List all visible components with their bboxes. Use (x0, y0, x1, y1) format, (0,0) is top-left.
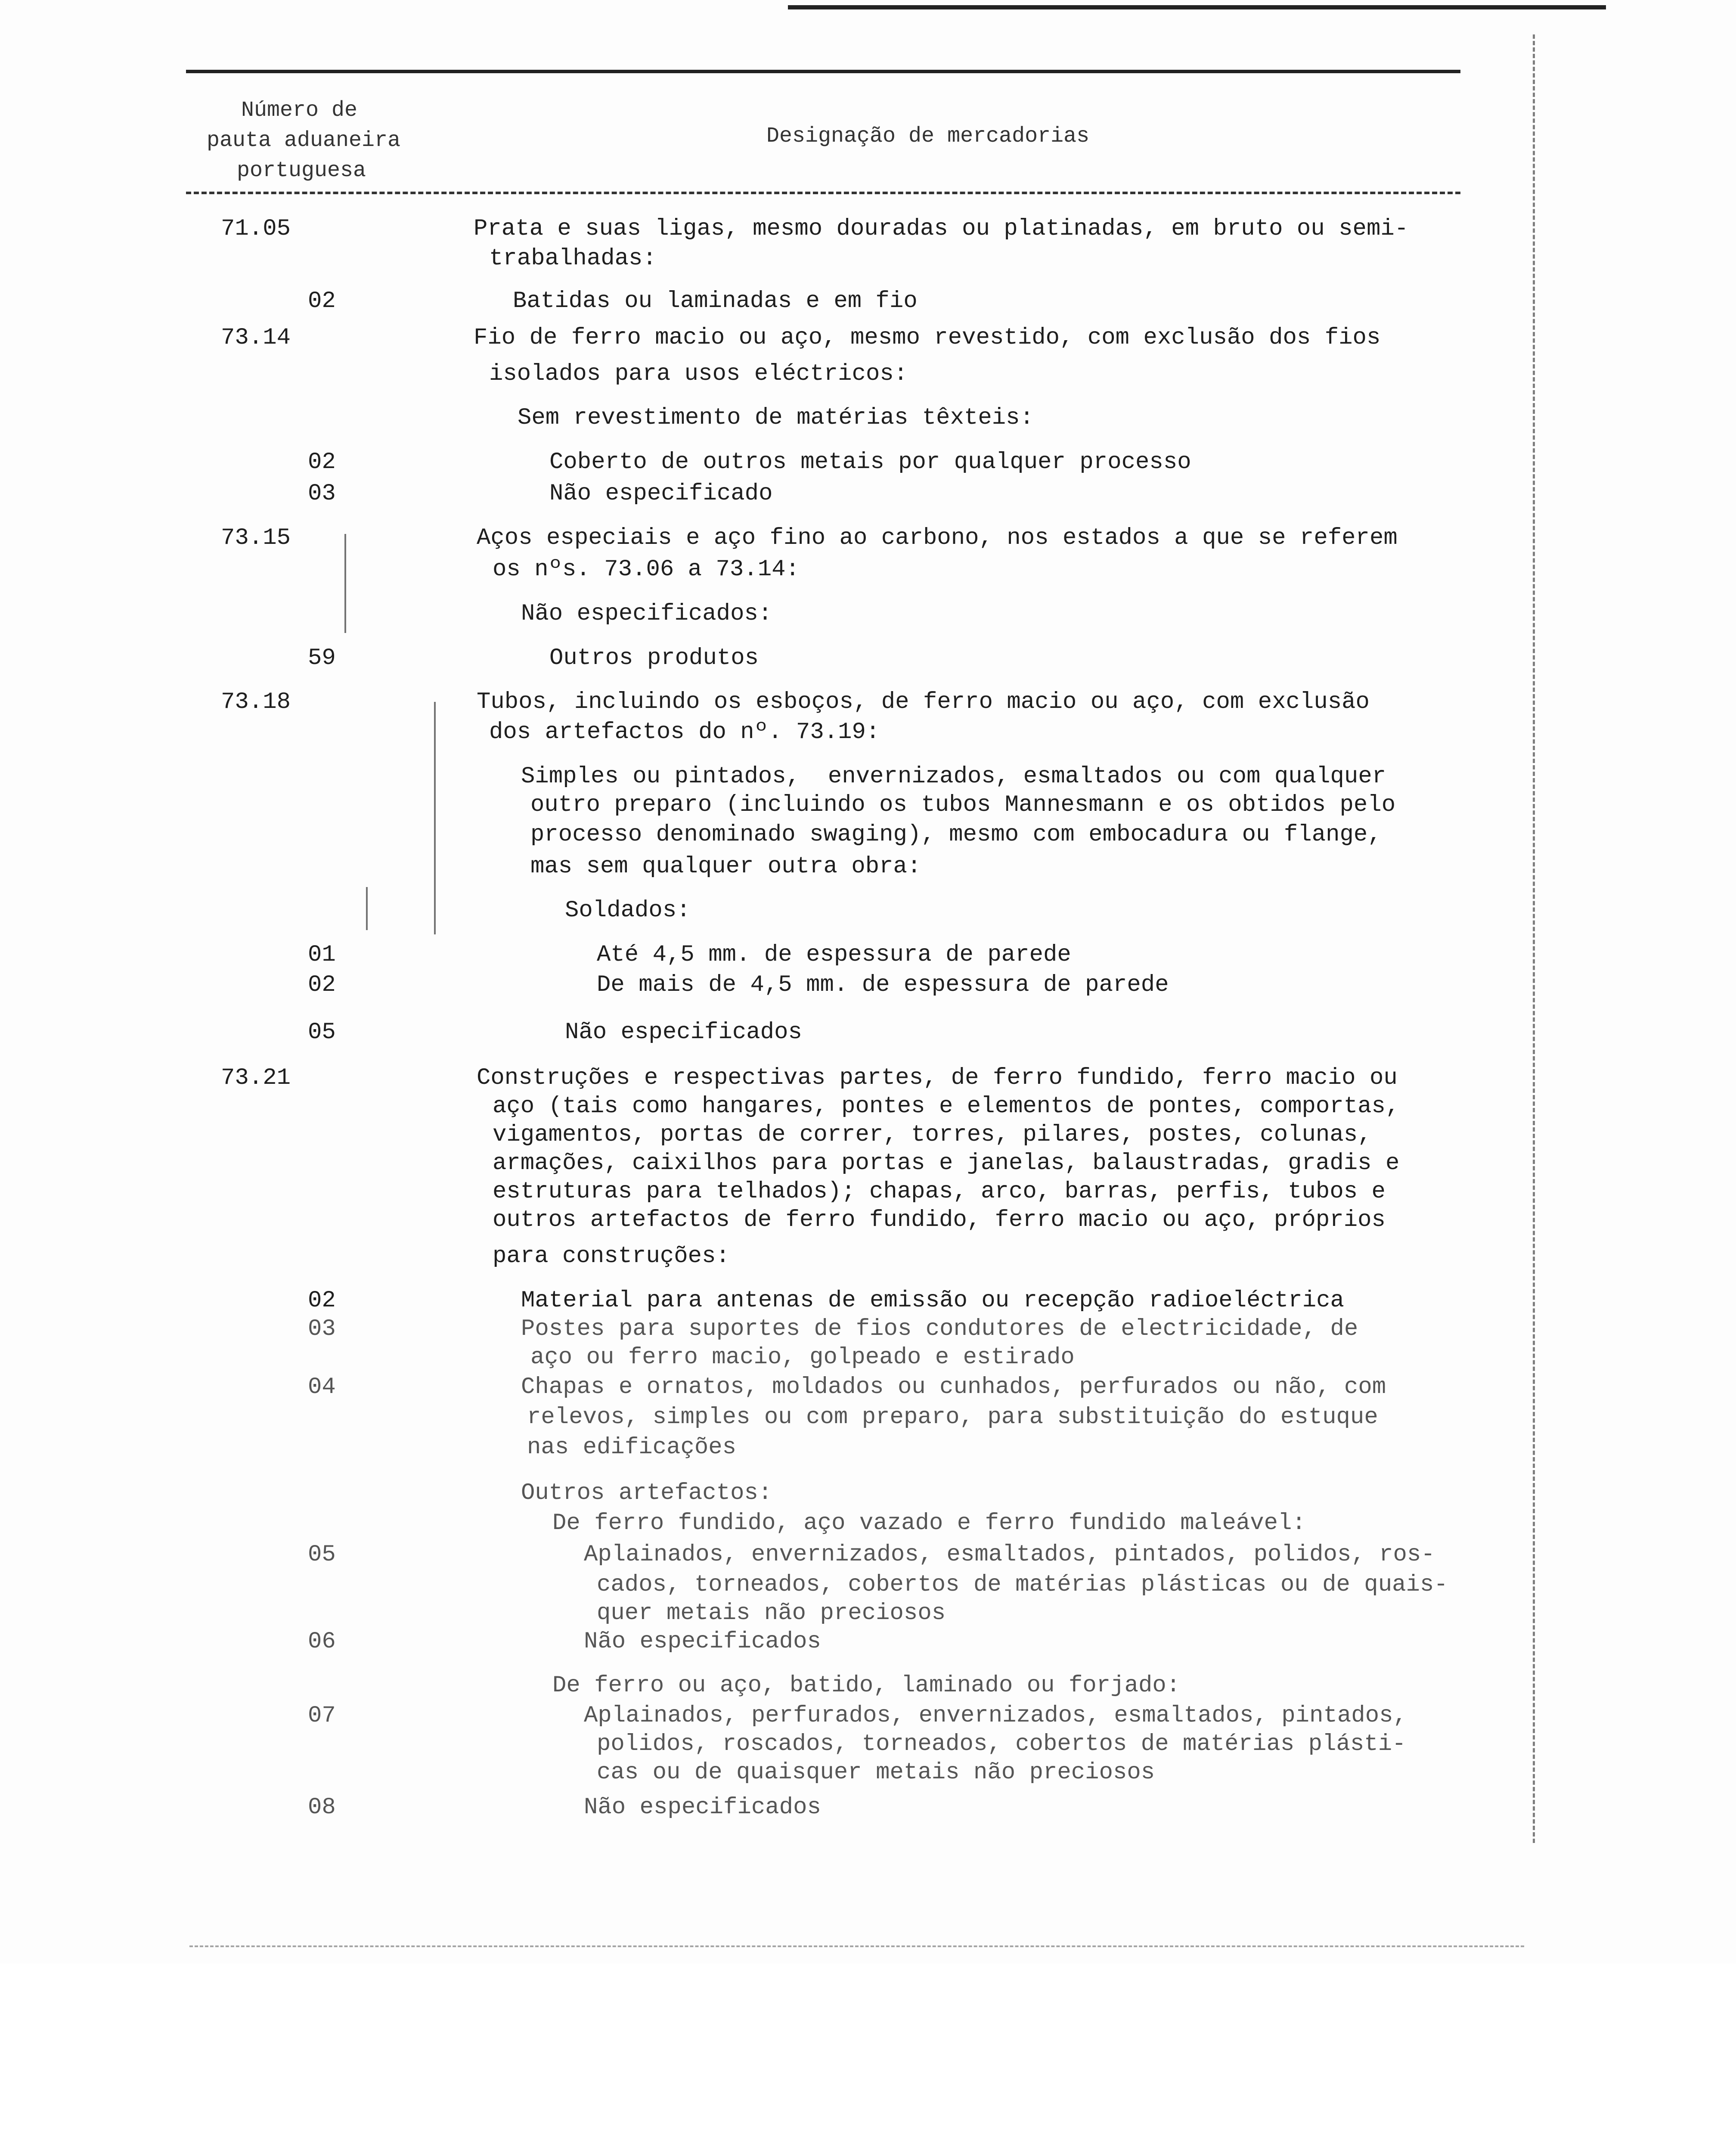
designation-text: Até 4,5 mm. de espessura de parede (597, 942, 1071, 968)
designation-text: estruturas para telhados); chapas, arco, barras, perfis, tubos e (493, 1179, 1386, 1205)
subheading-code: 03 (308, 481, 336, 507)
margin-mark (344, 534, 346, 633)
subheading-code: 08 (308, 1794, 336, 1821)
designation-text: Não especificados: (521, 601, 772, 627)
heading-code: 73.14 (221, 325, 291, 351)
subheading-code: 01 (308, 942, 336, 968)
heading-code: 73.15 (221, 525, 291, 551)
designation-text: vigamentos, portas de correr, torres, pilares, postes, colunas, (493, 1122, 1372, 1148)
designation-text: nas edificações (527, 1434, 737, 1461)
designation-text: dos artefactos do nº. 73.19: (489, 719, 880, 745)
designation-text: Coberto de outros metais por qualquer processo (549, 449, 1191, 475)
designation-text: De ferro fundido, aço vazado e ferro fundido maleável: (552, 1510, 1306, 1536)
designation-text: trabalhadas: (489, 245, 657, 272)
subheading-code: 02 (308, 288, 336, 314)
designation-text: Batidas ou laminadas e em fio (513, 288, 918, 314)
designation-text: Fio de ferro macio ou aço, mesmo revestido, com exclusão dos fios (474, 325, 1381, 351)
header-col2-title: Designação de mercadorias (766, 124, 1090, 149)
designation-text: Tubos, incluindo os esboços, de ferro macio ou aço, com exclusão (477, 689, 1370, 715)
designation-text: para construções: (493, 1243, 730, 1269)
header-col1-line2: pauta aduaneira (207, 128, 401, 153)
designation-text: Construções e respectivas partes, de ferro fundido, ferro macio ou (477, 1065, 1398, 1091)
designation-text: Aplainados, perfurados, envernizados, esmaltados, pintados, (584, 1703, 1407, 1729)
designation-text: isolados para usos eléctricos: (489, 361, 908, 387)
designation-text: Simples ou pintados, envernizados, esmaltados ou com qualquer (521, 763, 1386, 790)
designation-text: polidos, roscados, torneados, cobertos de matérias plásti- (597, 1731, 1406, 1757)
bottom-rule (189, 1945, 1524, 1947)
designation-text: Material para antenas de emissão ou recepção radioeléctrica (521, 1287, 1344, 1314)
designation-text: aço ou ferro macio, golpeado e estirado (530, 1344, 1075, 1371)
designation-text: outro preparo (incluindo os tubos Mannesmann e os obtidos pelo (530, 792, 1396, 818)
top-edge-bar (788, 5, 1606, 9)
subheading-code: 02 (308, 972, 336, 998)
subheading-code: 05 (308, 1542, 336, 1568)
designation-text: armações, caixilhos para portas e janelas, balaustradas, gradis e (493, 1150, 1400, 1176)
designation-text: aço (tais como hangares, pontes e elementos de pontes, comportas, (493, 1093, 1400, 1120)
header-col1-line3: portuguesa (237, 158, 366, 183)
heading-code: 71.05 (221, 216, 291, 242)
designation-text: De mais de 4,5 mm. de espessura de parede (597, 972, 1169, 998)
designation-text: mas sem qualquer outra obra: (530, 853, 921, 880)
designation-text: Postes para suportes de fios condutores de electricidade, de (521, 1316, 1358, 1342)
designation-text: Outros produtos (549, 645, 759, 671)
subheading-code: 03 (308, 1316, 336, 1342)
designation-text: Aços especiais e aço fino ao carbono, nos estados a que se referem (477, 525, 1398, 551)
designation-text: cas ou de quaisquer metais não preciosos (597, 1759, 1155, 1786)
designation-text: Sem revestimento de matérias têxteis: (518, 405, 1034, 431)
designation-text: outros artefactos de ferro fundido, ferro macio ou aço, próprios (493, 1207, 1386, 1233)
designation-text: relevos, simples ou com preparo, para substituição do estuque (527, 1404, 1378, 1430)
designation-text: Chapas e ornatos, moldados ou cunhados, perfurados ou não, com (521, 1374, 1386, 1400)
header-top-rule (186, 70, 1460, 73)
designation-text: Prata e suas ligas, mesmo douradas ou platinadas, em bruto ou semi- (474, 216, 1409, 242)
header-col1-line1: Número de (241, 98, 358, 123)
subheading-code: 59 (308, 645, 336, 671)
designation-text: Não especificados (584, 1629, 821, 1655)
subheading-code: 04 (308, 1374, 336, 1400)
designation-text: processo denominado swaging), mesmo com embocadura ou flange, (530, 822, 1382, 848)
designation-text: Soldados: (565, 897, 691, 924)
designation-text: Não especificado (549, 481, 773, 507)
subheading-code: 02 (308, 1287, 336, 1314)
heading-code: 73.18 (221, 689, 291, 715)
subheading-code: 02 (308, 449, 336, 475)
designation-text: Outros artefactos: (521, 1480, 772, 1506)
designation-text: Aplainados, envernizados, esmaltados, pintados, polidos, ros- (584, 1542, 1435, 1568)
subheading-code: 05 (308, 1019, 336, 1045)
heading-code: 73.21 (221, 1065, 291, 1091)
designation-text: cados, torneados, cobertos de matérias plásticas ou de quais- (597, 1572, 1448, 1598)
designation-text: De ferro ou aço, batido, laminado ou forjado: (552, 1672, 1181, 1699)
margin-mark (434, 702, 436, 934)
subheading-code: 07 (308, 1703, 336, 1729)
designation-text: os nºs. 73.06 a 73.14: (493, 556, 800, 583)
designation-text: Não especificados (565, 1019, 802, 1045)
subheading-code: 06 (308, 1629, 336, 1655)
margin-mark (366, 887, 368, 930)
header-bottom-rule (186, 192, 1460, 194)
right-edge-mark (1533, 34, 1535, 1843)
designation-text: quer metais não preciosos (597, 1600, 946, 1626)
designation-text: Não especificados (584, 1794, 821, 1821)
